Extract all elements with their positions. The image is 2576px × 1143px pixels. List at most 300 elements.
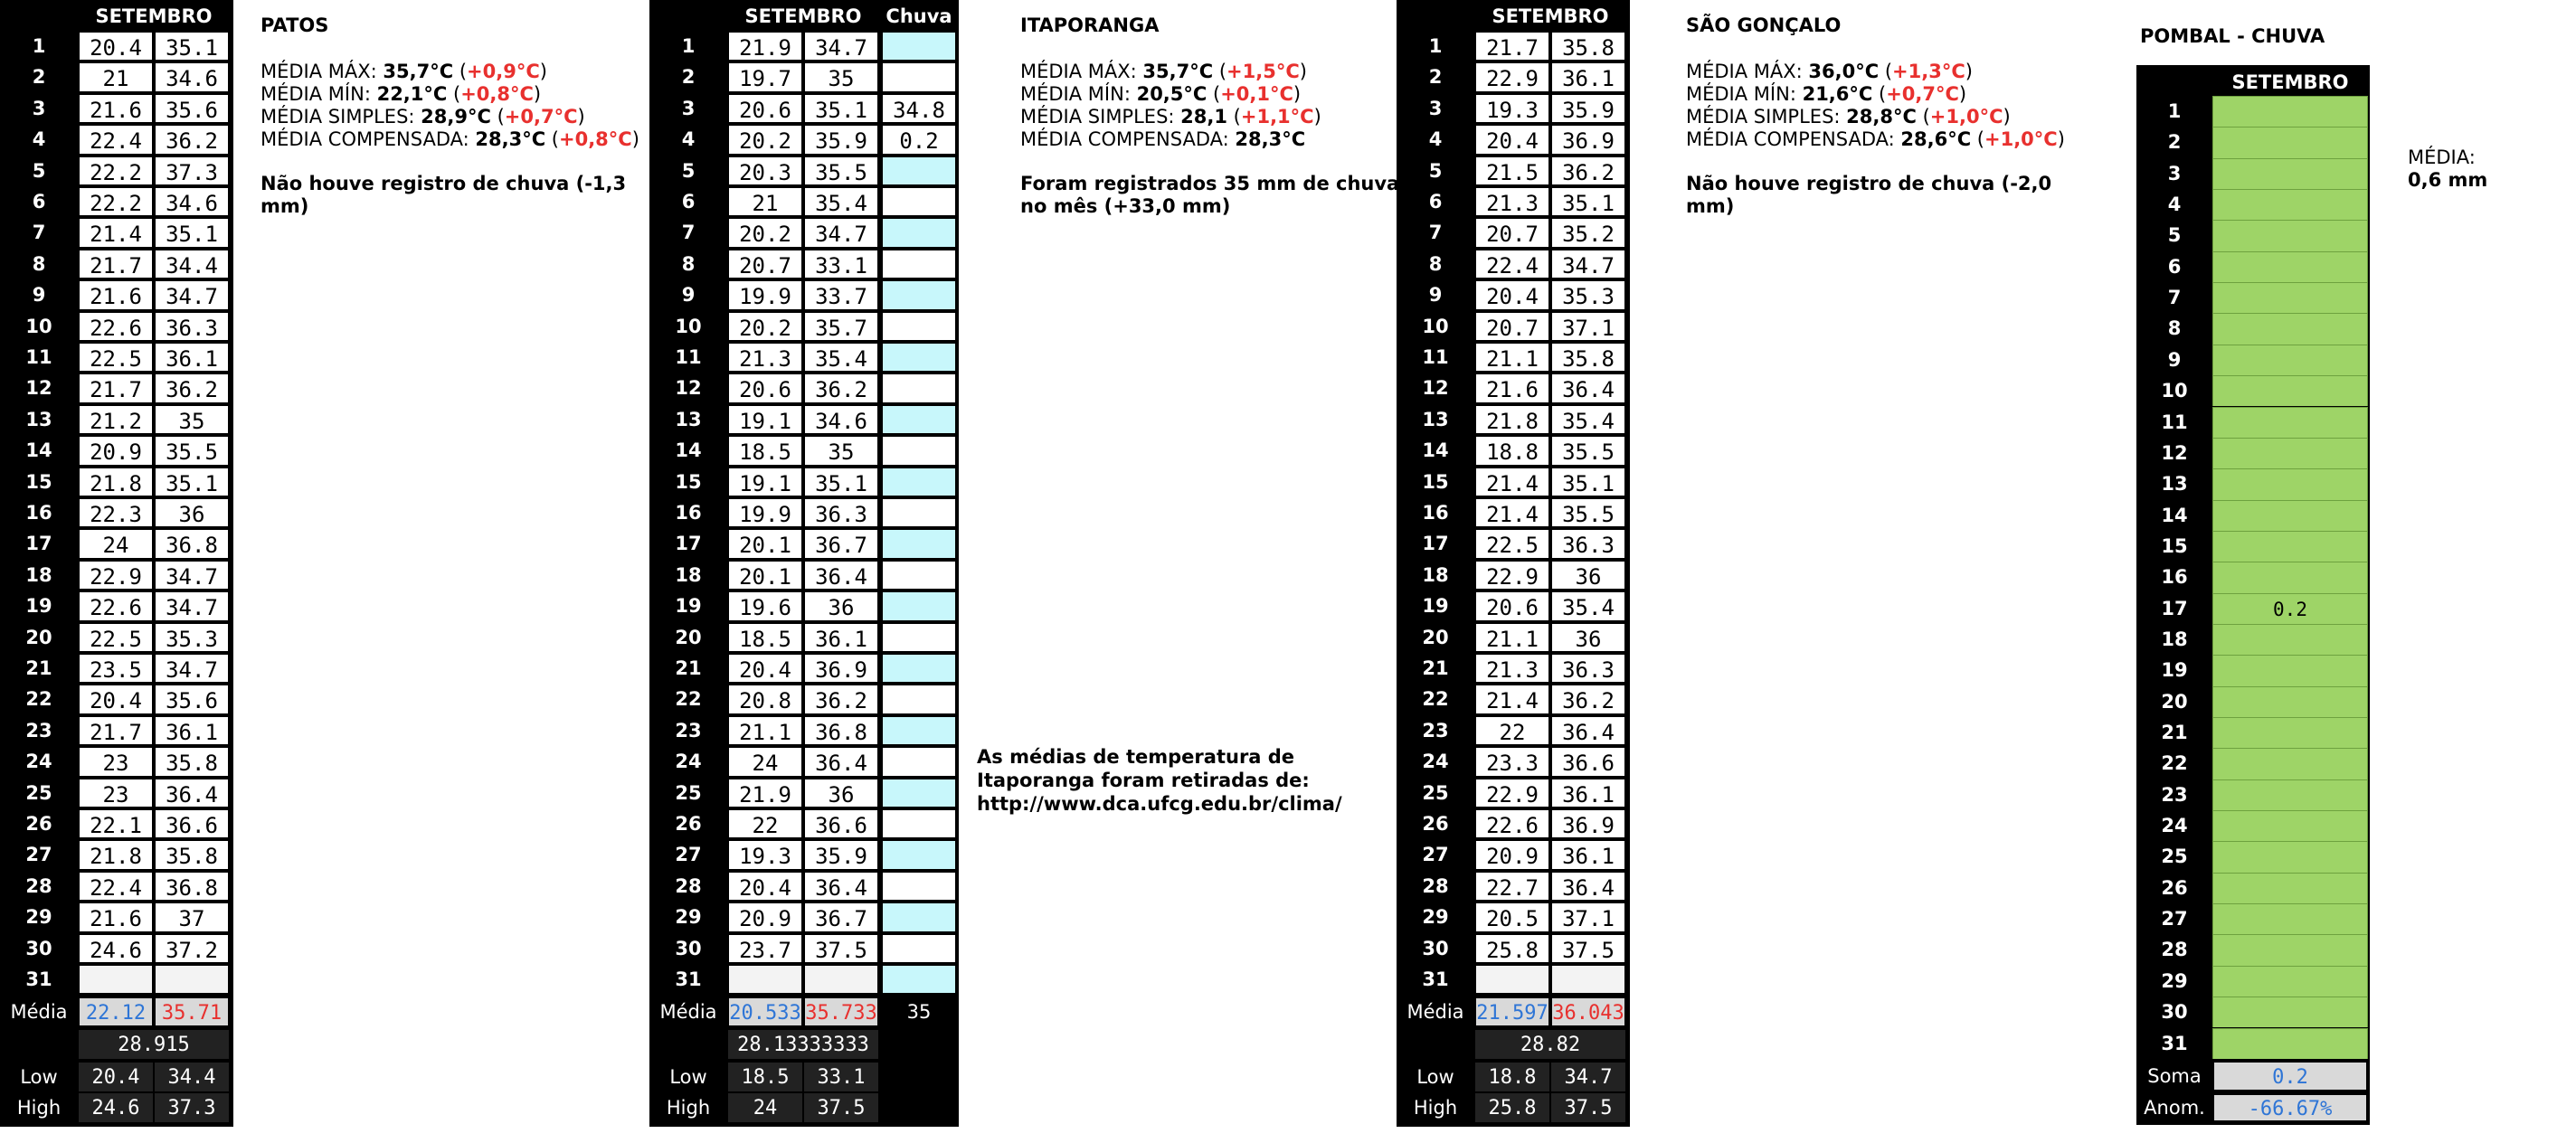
rain-bar xyxy=(2212,189,2368,220)
day-label: 9 xyxy=(681,284,696,307)
compensada-cell: 28.13333333 xyxy=(727,1029,879,1060)
max-temp-cell: 36.2 xyxy=(1550,684,1626,714)
max-temp-cell: 35.5 xyxy=(1550,435,1626,466)
day-label: 24 xyxy=(675,751,702,773)
min-temp-cell: 23.7 xyxy=(727,933,803,964)
rain-bar xyxy=(2212,810,2368,841)
day-label: 10 xyxy=(675,315,702,337)
max-temp-cell: 36.2 xyxy=(803,684,879,714)
avg-max-cell: 35.71 xyxy=(154,997,230,1027)
media-label: Média xyxy=(1406,1001,1464,1024)
rain-cell: 34.8 xyxy=(881,93,957,124)
min-temp-cell: 20.6 xyxy=(727,93,803,124)
day-label: 11 xyxy=(2161,411,2188,433)
min-temp-cell: 22.9 xyxy=(1474,778,1550,808)
soma-cell: 0.2 xyxy=(2212,1061,2368,1091)
low-min-cell: 18.8 xyxy=(1474,1062,1550,1092)
max-temp-cell: 35.8 xyxy=(154,839,230,870)
day-label: 6 xyxy=(2167,255,2182,278)
day-label: 21 xyxy=(675,657,702,679)
day-label: 31 xyxy=(1422,968,1449,990)
min-temp-cell: 20.4 xyxy=(727,871,803,902)
day-label: 22 xyxy=(675,688,702,711)
day-label: 16 xyxy=(1422,502,1449,524)
day-label: 20 xyxy=(2161,690,2188,713)
min-temp-cell: 21.7 xyxy=(78,373,154,403)
min-temp-cell: 20.4 xyxy=(727,653,803,684)
rain-cell xyxy=(881,560,957,590)
max-temp-cell: 36.4 xyxy=(154,778,230,808)
min-temp-cell: 22.5 xyxy=(78,622,154,653)
month-header: SETEMBRO xyxy=(95,5,213,27)
day-label: 13 xyxy=(25,408,52,430)
max-temp-cell: 36 xyxy=(803,590,879,621)
max-temp-cell: 33.7 xyxy=(803,279,879,310)
day-label: 21 xyxy=(25,657,52,679)
min-temp-cell: 19.3 xyxy=(1474,93,1550,124)
rain-cell xyxy=(881,715,957,746)
patos-summary xyxy=(260,14,640,218)
min-temp-cell: 23 xyxy=(78,746,154,777)
rain-bar xyxy=(2212,438,2368,468)
day-label: 7 xyxy=(681,222,696,244)
day-label: 11 xyxy=(675,346,702,368)
rain-bar xyxy=(2212,407,2368,438)
low-min-cell: 18.5 xyxy=(727,1062,803,1092)
day-label: 9 xyxy=(1428,284,1443,307)
rain-bar xyxy=(2212,966,2368,997)
day-label: 9 xyxy=(2167,348,2182,371)
min-temp-cell: 22.5 xyxy=(1474,528,1550,559)
max-temp-cell: 36.4 xyxy=(803,746,879,777)
max-temp-cell: 36.8 xyxy=(154,871,230,902)
day-label: 28 xyxy=(25,874,52,897)
media-label: Média xyxy=(659,1001,717,1024)
min-temp-cell: 21 xyxy=(78,61,154,92)
max-temp-cell: 35.4 xyxy=(803,342,879,373)
rain-cell xyxy=(881,746,957,777)
station-title: ITAPORANGA xyxy=(1020,14,1160,36)
min-temp-cell: 20.2 xyxy=(727,124,803,155)
day-label: 28 xyxy=(1422,874,1449,897)
sao-goncalo-summary xyxy=(1686,14,2102,218)
day-label: 19 xyxy=(25,595,52,618)
day-label: 3 xyxy=(2167,162,2182,184)
max-temp-cell: 34.7 xyxy=(154,560,230,590)
max-temp-cell: 35.9 xyxy=(803,124,879,155)
max-temp-cell: 36.1 xyxy=(1550,839,1626,870)
rain-cell xyxy=(881,156,957,186)
rain-cell xyxy=(881,279,957,310)
day-label: 2 xyxy=(681,66,696,89)
max-temp-cell: 35 xyxy=(803,61,879,92)
rain-cell xyxy=(881,653,957,684)
min-temp-cell: 20.4 xyxy=(78,684,154,714)
min-temp-cell: 18.5 xyxy=(727,435,803,466)
day-label: 17 xyxy=(1422,533,1449,555)
pombal-title xyxy=(2140,25,2325,48)
day-label: 26 xyxy=(675,813,702,835)
day-label: 20 xyxy=(1422,626,1449,648)
max-temp-cell: 36 xyxy=(1550,560,1626,590)
rain-bar xyxy=(2212,655,2368,685)
station-title: PATOS xyxy=(260,14,329,36)
min-temp-cell: 21.2 xyxy=(78,404,154,435)
month-header: SETEMBRO xyxy=(1492,5,1609,27)
max-temp-cell: 37.5 xyxy=(803,933,879,964)
min-temp-cell: 21 xyxy=(727,186,803,217)
day-label: 24 xyxy=(1422,751,1449,773)
min-temp-cell: 21.6 xyxy=(1474,373,1550,403)
min-temp-cell: 24 xyxy=(727,746,803,777)
day-label: 13 xyxy=(1422,408,1449,430)
max-temp-cell: 35.8 xyxy=(1550,31,1626,61)
min-temp-cell: 21.3 xyxy=(727,342,803,373)
min-temp-cell: 19.1 xyxy=(727,404,803,435)
max-temp-cell: 36 xyxy=(154,497,230,528)
media-label: Média xyxy=(10,1001,68,1024)
max-temp-cell: 37.2 xyxy=(154,933,230,964)
day-label: 13 xyxy=(2161,473,2188,496)
day-label: 27 xyxy=(25,844,52,866)
min-temp-cell: 19.9 xyxy=(727,497,803,528)
max-temp-cell: 36.7 xyxy=(803,528,879,559)
day-label: 4 xyxy=(32,128,46,151)
day-label: 3 xyxy=(681,97,696,119)
rain-cell xyxy=(881,497,957,528)
min-temp-cell: 21.7 xyxy=(78,249,154,279)
day-label: 31 xyxy=(25,968,52,990)
rain-cell xyxy=(881,839,957,870)
day-label: 7 xyxy=(1428,222,1443,244)
day-label: 25 xyxy=(25,781,52,804)
day-label: 29 xyxy=(2161,969,2188,992)
day-label: 23 xyxy=(25,719,52,742)
max-temp-cell: 35.1 xyxy=(154,31,230,61)
day-label: 22 xyxy=(25,688,52,711)
sao-goncalo-temperature-table xyxy=(1397,0,1630,1127)
rain-bar xyxy=(2212,624,2368,655)
itaporanga-summary xyxy=(1020,14,1400,218)
summary-line: MÉDIA MÍN: 22,1°C (+0,8°C) xyxy=(260,83,542,105)
day-label: 12 xyxy=(25,377,52,400)
min-temp-cell: 22.9 xyxy=(1474,560,1550,590)
rain-bar: 0.2 xyxy=(2212,593,2368,624)
rain-bar xyxy=(2212,717,2368,748)
day-label: 27 xyxy=(1422,844,1449,866)
max-temp-cell: 36.7 xyxy=(803,902,879,932)
max-temp-cell: 35.6 xyxy=(154,684,230,714)
summary-line: MÉDIA COMPENSADA: 28,3°C (+0,8°C) xyxy=(260,128,639,150)
max-temp-cell: 35.9 xyxy=(1550,93,1626,124)
day-label: 31 xyxy=(675,968,702,990)
min-temp-cell: 22.9 xyxy=(1474,61,1550,92)
day-label: 14 xyxy=(1422,439,1449,462)
min-temp-cell: 19.9 xyxy=(727,279,803,310)
min-temp-cell: 23.3 xyxy=(1474,746,1550,777)
min-temp-cell: 22.4 xyxy=(78,871,154,902)
max-temp-cell: 35 xyxy=(803,435,879,466)
day-label: 7 xyxy=(2167,287,2182,309)
max-temp-cell: 35.9 xyxy=(803,839,879,870)
rain-cell xyxy=(881,871,957,902)
day-label: 18 xyxy=(2161,628,2188,650)
summary-line: MÉDIA MÁX: 35,7°C (+0,9°C) xyxy=(260,61,547,82)
day-label: 19 xyxy=(2161,659,2188,682)
day-label: 17 xyxy=(675,533,702,555)
max-temp-cell: 35.1 xyxy=(1550,186,1626,217)
day-label: 13 xyxy=(675,408,702,430)
compensada-cell: 28.82 xyxy=(1474,1029,1626,1060)
rain-bar xyxy=(2212,686,2368,717)
summary-line: MÉDIA MÁX: 35,7°C (+1,5°C) xyxy=(1020,61,1307,82)
day-label: 22 xyxy=(1422,688,1449,711)
pombal-media-value: 0,6 mm xyxy=(2408,169,2488,191)
max-temp-cell: 36.8 xyxy=(803,715,879,746)
day-label: 16 xyxy=(675,502,702,524)
min-temp-cell: 20.3 xyxy=(727,156,803,186)
day-label: 3 xyxy=(1428,97,1443,119)
max-temp-cell: 36.3 xyxy=(1550,653,1626,684)
rain-bar xyxy=(2212,841,2368,872)
min-temp-cell xyxy=(1474,964,1550,995)
max-temp-cell: 34.6 xyxy=(154,61,230,92)
summary-line: MÉDIA SIMPLES: 28,9°C (+0,7°C) xyxy=(260,106,585,128)
min-temp-cell: 21.4 xyxy=(78,217,154,248)
summary-line: MÉDIA MÍN: 20,5°C (+0,1°C) xyxy=(1020,83,1302,105)
min-temp-cell: 23 xyxy=(78,778,154,808)
day-label: 10 xyxy=(2161,380,2188,402)
day-label: 30 xyxy=(25,937,52,959)
min-temp-cell: 22.4 xyxy=(1474,249,1550,279)
day-label: 17 xyxy=(25,533,52,555)
day-label: 28 xyxy=(2161,939,2188,961)
min-temp-cell: 23.5 xyxy=(78,653,154,684)
max-temp-cell: 35.7 xyxy=(803,311,879,342)
max-temp-cell: 34.7 xyxy=(803,31,879,61)
max-temp-cell: 34.7 xyxy=(1550,249,1626,279)
day-label: 30 xyxy=(675,937,702,959)
day-label: 1 xyxy=(32,35,46,57)
min-temp-cell: 21.7 xyxy=(1474,31,1550,61)
high-min-cell: 24 xyxy=(727,1092,803,1123)
max-temp-cell: 35.3 xyxy=(1550,279,1626,310)
min-temp-cell: 22.5 xyxy=(78,342,154,373)
min-temp-cell: 22 xyxy=(727,808,803,839)
max-temp-cell: 34.7 xyxy=(154,653,230,684)
rain-bar xyxy=(2212,96,2368,127)
day-label: 20 xyxy=(675,626,702,648)
min-temp-cell: 21.9 xyxy=(727,31,803,61)
high-max-cell: 37.3 xyxy=(154,1092,230,1123)
low-max-cell: 33.1 xyxy=(803,1062,879,1092)
max-temp-cell: 36.4 xyxy=(1550,373,1626,403)
max-temp-cell: 37.1 xyxy=(1550,902,1626,932)
min-temp-cell: 20.1 xyxy=(727,560,803,590)
summary-line: MÉDIA MÍN: 21,6°C (+0,7°C) xyxy=(1686,83,1967,105)
min-temp-cell: 21.6 xyxy=(78,279,154,310)
day-label: 4 xyxy=(1428,128,1443,151)
rain-bar xyxy=(2212,903,2368,934)
day-label: 8 xyxy=(2167,317,2182,340)
rain-cell xyxy=(881,435,957,466)
day-label: 26 xyxy=(1422,813,1449,835)
day-label: 6 xyxy=(32,191,46,213)
day-label: 6 xyxy=(681,191,696,213)
summary-line: MÉDIA SIMPLES: 28,1 (+1,1°C) xyxy=(1020,106,1321,128)
rain-cell xyxy=(881,933,957,964)
avg-min-cell: 22.12 xyxy=(78,997,154,1027)
rain-cell xyxy=(881,217,957,248)
summary-line: MÉDIA SIMPLES: 28,8°C (+1,0°C) xyxy=(1686,106,2011,128)
avg-max-cell: 36.043 xyxy=(1550,997,1626,1027)
min-temp-cell: 20.7 xyxy=(727,249,803,279)
min-temp-cell: 20.4 xyxy=(78,31,154,61)
max-temp-cell: 35.1 xyxy=(1550,467,1626,497)
avg-min-cell: 20.533 xyxy=(727,997,803,1027)
rain-bar xyxy=(2212,1028,2368,1059)
day-label: 18 xyxy=(1422,563,1449,586)
max-temp-cell: 35.5 xyxy=(1550,497,1626,528)
day-label: 18 xyxy=(25,563,52,586)
day-label: 14 xyxy=(2161,504,2188,526)
rain-cell xyxy=(881,61,957,92)
max-temp-cell: 34.7 xyxy=(154,590,230,621)
patos-temperature-table xyxy=(0,0,233,1127)
min-temp-cell: 24 xyxy=(78,528,154,559)
day-label: 10 xyxy=(1422,315,1449,337)
min-temp-cell: 21.4 xyxy=(1474,467,1550,497)
day-label: 27 xyxy=(2161,908,2188,930)
day-label: 2 xyxy=(32,66,46,89)
max-temp-cell: 35.5 xyxy=(803,156,879,186)
max-temp-cell: 35.1 xyxy=(154,467,230,497)
min-temp-cell: 22.2 xyxy=(78,156,154,186)
rain-total-cell: 35 xyxy=(906,1001,932,1024)
anom-label: Anom. xyxy=(2144,1096,2205,1119)
max-temp-cell: 36.1 xyxy=(803,622,879,653)
avg-min-cell: 21.597 xyxy=(1474,997,1550,1027)
day-label: 12 xyxy=(1422,377,1449,400)
max-temp-cell: 36.4 xyxy=(1550,871,1626,902)
min-temp-cell: 20.8 xyxy=(727,684,803,714)
compensada-cell: 28.915 xyxy=(78,1029,230,1060)
max-temp-cell: 36.9 xyxy=(1550,124,1626,155)
rain-cell: 0.2 xyxy=(881,124,957,155)
summary-line: MÉDIA COMPENSADA: 28,6°C (+1,0°C) xyxy=(1686,128,2065,150)
min-temp-cell: 22.4 xyxy=(78,124,154,155)
day-label: 23 xyxy=(675,719,702,742)
max-temp-cell: 36.6 xyxy=(803,808,879,839)
max-temp-cell: 35.8 xyxy=(154,746,230,777)
pombal-title-text: POMBAL - CHUVA xyxy=(2140,25,2325,47)
rain-cell xyxy=(881,249,957,279)
day-label: 12 xyxy=(675,377,702,400)
high-max-cell: 37.5 xyxy=(1550,1092,1626,1123)
min-temp-cell: 20.2 xyxy=(727,217,803,248)
min-temp-cell: 21.6 xyxy=(78,93,154,124)
max-temp-cell: 34.6 xyxy=(154,186,230,217)
min-temp-cell: 21.3 xyxy=(1474,653,1550,684)
rain-bar xyxy=(2212,562,2368,592)
min-temp-cell: 22.6 xyxy=(1474,808,1550,839)
day-label: 8 xyxy=(32,252,46,275)
rain-cell xyxy=(881,342,957,373)
max-temp-cell: 36.1 xyxy=(1550,61,1626,92)
rain-cell xyxy=(881,404,957,435)
min-temp-cell: 19.7 xyxy=(727,61,803,92)
day-label: 3 xyxy=(32,97,46,119)
pombal-header: SETEMBRO xyxy=(2231,71,2349,93)
day-label: 14 xyxy=(25,439,52,462)
max-temp-cell: 35.1 xyxy=(803,467,879,497)
min-temp-cell: 21.1 xyxy=(1474,622,1550,653)
day-label: 15 xyxy=(675,470,702,493)
rain-bar xyxy=(2212,997,2368,1027)
min-temp-cell: 18.5 xyxy=(727,622,803,653)
max-temp-cell: 36.4 xyxy=(803,871,879,902)
max-temp-cell: 36.9 xyxy=(803,653,879,684)
max-temp-cell: 35.5 xyxy=(154,435,230,466)
max-temp-cell: 36.1 xyxy=(154,342,230,373)
max-temp-cell: 36.2 xyxy=(154,124,230,155)
day-label: 29 xyxy=(675,906,702,929)
itaporanga-temperature-table xyxy=(649,0,959,1127)
month-header: SETEMBRO xyxy=(744,5,862,27)
min-temp-cell: 24.6 xyxy=(78,933,154,964)
min-temp-cell: 21.1 xyxy=(1474,342,1550,373)
max-temp-cell xyxy=(154,964,230,995)
day-label: 8 xyxy=(681,252,696,275)
day-label: 4 xyxy=(2167,194,2182,216)
day-label: 23 xyxy=(2161,783,2188,806)
anom-cell: -66.67% xyxy=(2212,1093,2368,1122)
max-temp-cell: 36.6 xyxy=(154,808,230,839)
max-temp-cell: 36.1 xyxy=(1550,778,1626,808)
day-label: 5 xyxy=(32,159,46,182)
day-label: 5 xyxy=(2167,224,2182,247)
day-label: 11 xyxy=(1422,346,1449,368)
min-temp-cell: 20.9 xyxy=(1474,839,1550,870)
max-temp-cell: 37.1 xyxy=(1550,311,1626,342)
min-temp-cell: 20.6 xyxy=(1474,590,1550,621)
high-label: High xyxy=(16,1097,62,1119)
rain-bar xyxy=(2212,531,2368,562)
day-label: 27 xyxy=(675,844,702,866)
max-temp-cell: 35.8 xyxy=(1550,342,1626,373)
day-label: 29 xyxy=(25,906,52,929)
min-temp-cell: 20.2 xyxy=(727,311,803,342)
max-temp-cell: 34.4 xyxy=(154,249,230,279)
min-temp-cell: 20.7 xyxy=(1474,311,1550,342)
rain-bar xyxy=(2212,345,2368,375)
max-temp-cell: 33.1 xyxy=(803,249,879,279)
min-temp-cell: 19.3 xyxy=(727,839,803,870)
rain-bar xyxy=(2212,158,2368,189)
rain-note: Não houve registro de chuva (-1,3 mm) xyxy=(260,173,627,217)
rain-bar xyxy=(2212,127,2368,157)
max-temp-cell: 36.2 xyxy=(154,373,230,403)
day-label: 4 xyxy=(681,128,696,151)
max-temp-cell: 36.2 xyxy=(803,373,879,403)
max-temp-cell: 36.3 xyxy=(1550,528,1626,559)
day-label: 1 xyxy=(2167,100,2182,122)
low-label: Low xyxy=(669,1066,707,1089)
max-temp-cell: 36.6 xyxy=(1550,746,1626,777)
rain-cell xyxy=(881,808,957,839)
max-temp-cell: 35 xyxy=(154,404,230,435)
max-temp-cell: 35.6 xyxy=(154,93,230,124)
